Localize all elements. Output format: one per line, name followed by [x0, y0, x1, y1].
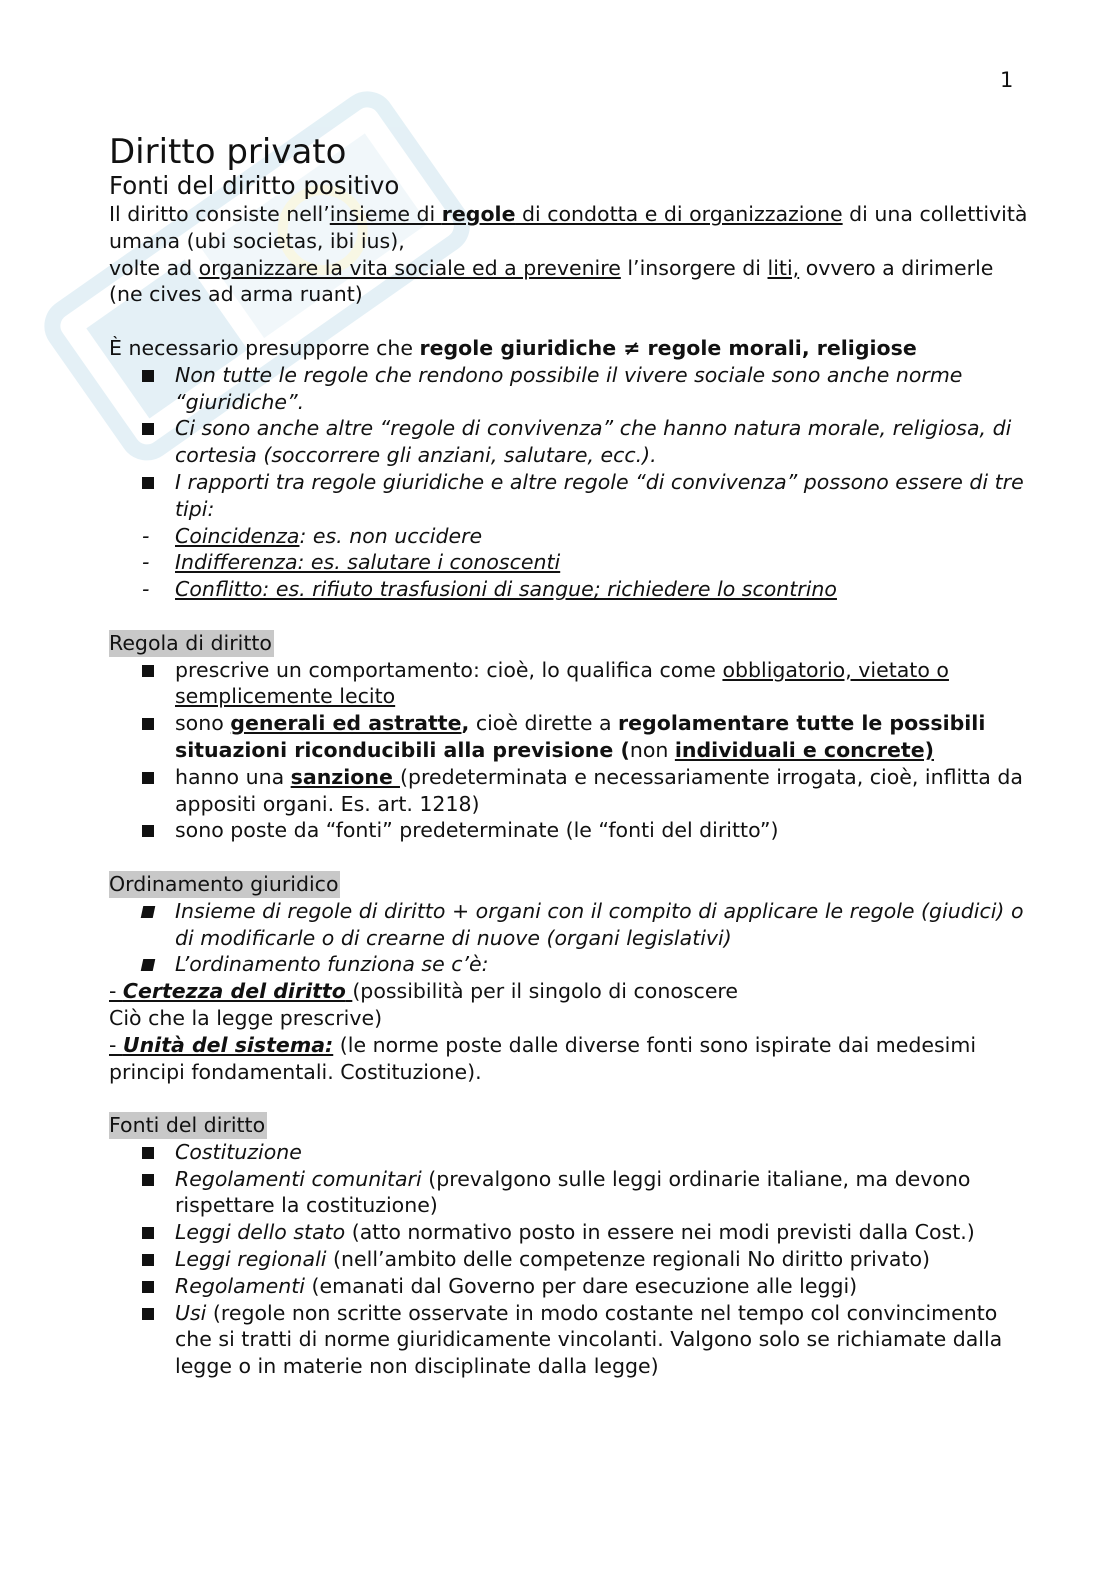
list-item: Insieme di regole di diritto + organi con il compito di applicare le regole (giudici) o di modificarle o di crearne di nuove (organi legislativi)	[109, 898, 1029, 952]
certezza-line-2: Ciò che la legge prescrive)	[109, 1005, 383, 1030]
intro-line-3: (ne cives ad arma ruant)	[109, 282, 363, 307]
document-title: Diritto privato	[109, 132, 347, 172]
section-heading-ordinamento: Ordinamento giuridico	[109, 871, 339, 896]
list-item: - Conflitto: es. rifiuto trasfusioni di sangue; richiedere lo scontrino	[109, 576, 1029, 603]
list-item: Leggi dello stato (atto normativo posto in essere nei modi previsti dalla Cost.)	[109, 1219, 1029, 1246]
section-heading-regola: Regola di diritto	[109, 630, 272, 655]
list-item: - Indifferenza: es. salutare i conoscenti	[109, 549, 1029, 576]
ordinamento-bullets	[109, 898, 1029, 978]
list-item: Regolamenti (emanati dal Governo per dare esecuzione alle leggi)	[109, 1273, 1029, 1300]
unita-line: - Unità del sistema: (le norme poste dalle diverse fonti sono ispirate dai medesimi principi fondamentali. Costituzione).	[109, 1032, 977, 1084]
list-item: sono poste da “fonti” predeterminate (le “fonti del diritto”)	[109, 817, 1029, 844]
list-item: Usi (regole non scritte osservate in modo costante nel tempo col convincimento che si tratti di norme giuridicamente vincolanti. Valgono solo se richiamate dalla legge o in materie non disciplinate dalla legge)	[109, 1300, 1029, 1380]
fonti-bullets	[109, 1139, 1029, 1380]
list-item: hanno una sanzione (predeterminata e necessariamente irrogata, cioè, inflitta da appositi organi. Es. art. 1218)	[109, 764, 1029, 818]
intro-line-1: Il diritto consiste nell’insieme di regole di condotta e di organizzazione di una collettività umana (ubi societas, ibi ius),	[109, 202, 1028, 253]
list-item: - Coincidenza: es. non uccidere	[109, 523, 1029, 550]
section-heading-fonti: Fonti del diritto	[109, 1113, 266, 1138]
list-item: Ci sono anche altre “regole di convivenza” che hanno natura morale, religiosa, di cortesia (soccorrere gli anziani, salutare, ecc.).	[109, 415, 1029, 469]
regola-bullets	[109, 657, 1029, 845]
list-item: I rapporti tra regole giuridiche e altre regole “di convivenza” possono essere di tre tipi:	[109, 469, 1029, 523]
section-subtitle: Fonti del diritto positivo	[109, 171, 400, 200]
intro-line-2: volte ad organizzare la vita sociale ed a prevenire l’insorgere di liti, ovvero a dirimerle	[109, 255, 994, 280]
list-item: L’ordinamento funziona se c’è:	[109, 951, 1029, 978]
list-item: Non tutte le regole che rendono possibile il vivere sociale sono anche norme “giuridiche”.	[109, 362, 1029, 416]
relation-types	[109, 523, 1029, 603]
list-item: Costituzione	[109, 1139, 1029, 1166]
premise-line: È necessario presupporre che regole giuridiche ≠ regole morali, religiose	[109, 335, 917, 360]
list-item: sono generali ed astratte, cioè dirette a regolamentare tutte le possibili situazioni riconducibili alla previsione (non individuali e concrete)	[109, 710, 1029, 764]
list-item: prescrive un comportamento: cioè, lo qualifica come obbligatorio, vietato o semplicemente lecito	[109, 657, 1029, 711]
premise-bullets	[109, 362, 1029, 523]
certezza-line: - Certezza del diritto (possibilità per il singolo di conoscere	[109, 979, 739, 1004]
list-item: Regolamenti comunitari (prevalgono sulle leggi ordinarie italiane, ma devono rispettare la costituzione)	[109, 1166, 1029, 1220]
page-number: 1	[1000, 68, 1014, 92]
document-body	[109, 133, 1029, 1380]
list-item: Leggi regionali (nell’ambito delle competenze regionali No diritto privato)	[109, 1246, 1029, 1273]
